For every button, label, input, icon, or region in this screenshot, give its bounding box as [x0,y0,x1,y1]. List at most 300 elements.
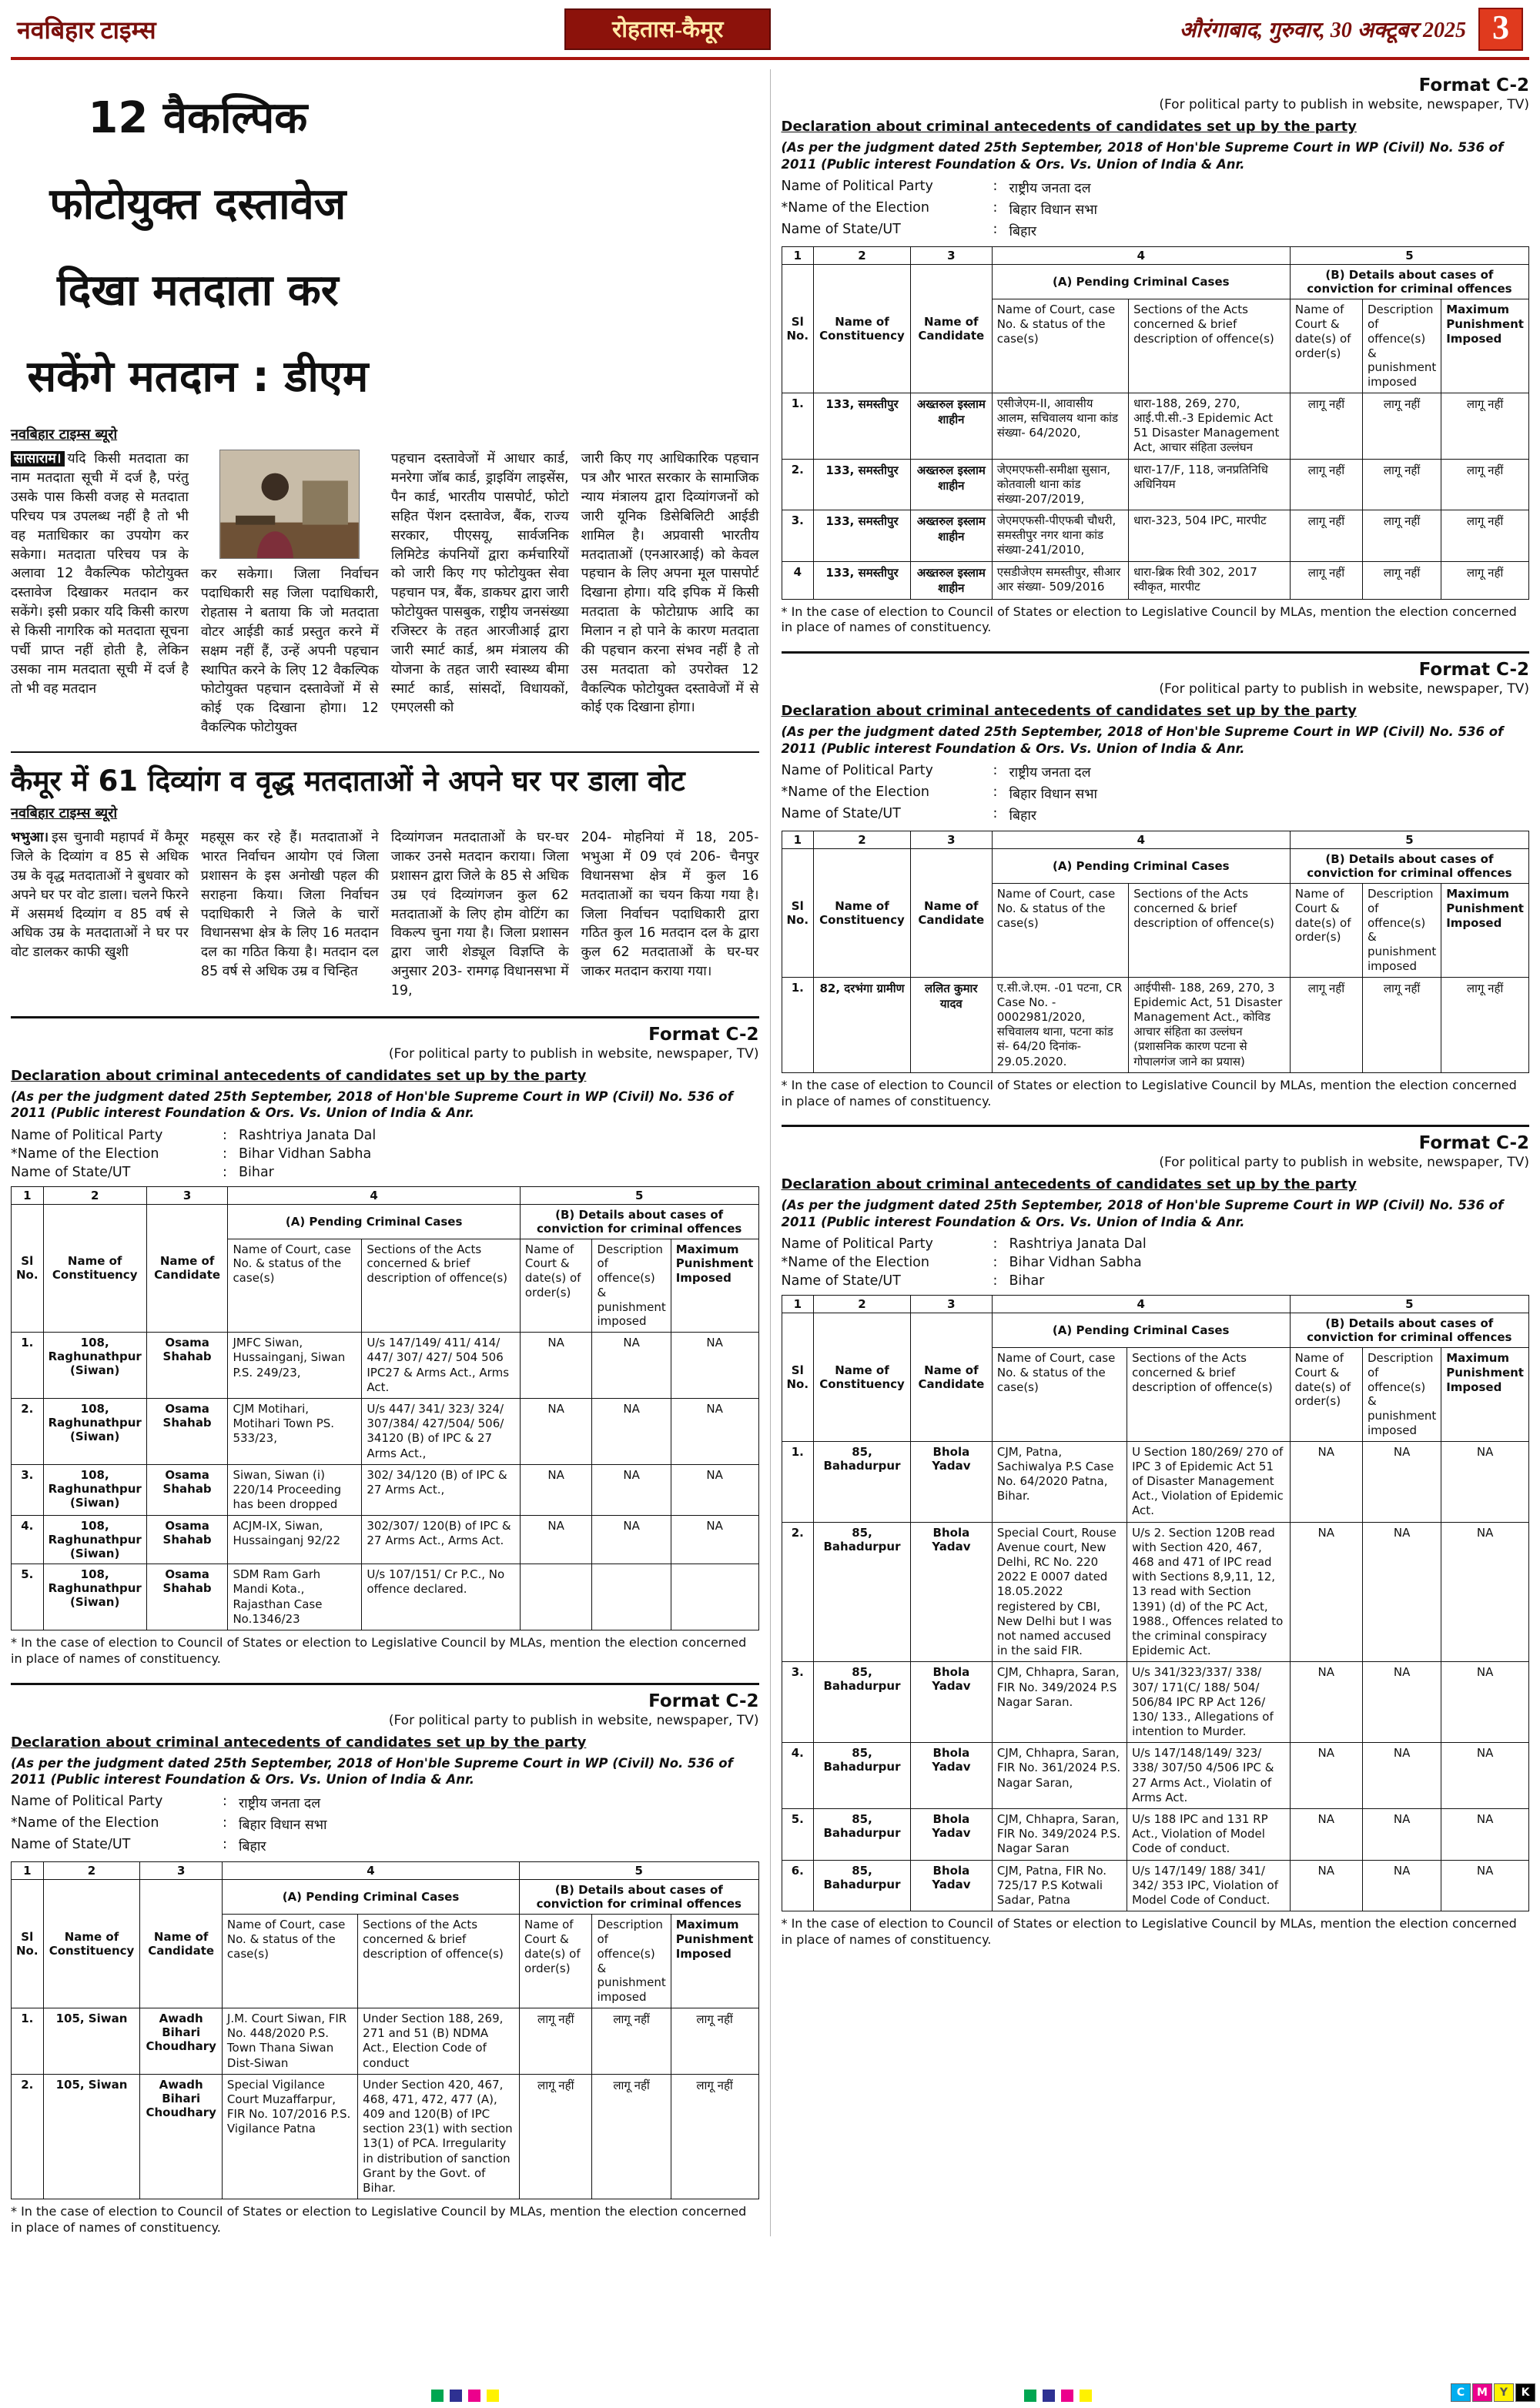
cell-sl: 1. [782,393,814,459]
colon: : [993,179,998,195]
col-num: 1 [782,831,814,849]
print-registration-marks [0,2382,1540,2402]
judgment-note: (As per the judgment dated 25th September, 2018 of Hon'ble Supreme Court in WP (Civil) No. 536 of 2011 (Public interest Foundation & Ors. Vs. Union of India & Anr. [781,724,1504,756]
cell-sections: धारा-323, 504 IPC, मारपीट [1129,510,1291,562]
cell-candidate: Bhola Yadav [910,1441,992,1522]
cell-candidate: Awadh Bihari Choudhary [140,2074,222,2199]
declaration-title: Declaration about criminal antecedents of candidates set up by the party [11,1067,587,1084]
field-label: Name of Political Party [11,1794,163,1810]
criminal-cases-table [11,1186,759,1630]
cell-sl: 2. [782,1522,814,1662]
cell-b3: लागू नहीं [671,2074,758,2199]
colon: : [993,763,998,779]
cell-sections: U/s 447/ 341/ 323/ 324/ 307/384/ 427/504/ 506/ 34120 (B) of IPC & 27 Arms Act., [362,1398,521,1464]
format-label: Format C-2 [1418,1133,1529,1154]
field-label: *Name of the Election [781,200,929,216]
cell-sections: U Section 180/269/ 270 of IPC 3 of Epidemic Act 51 of Disaster Management Act., Violation of Epidemic Act. [1127,1441,1291,1522]
dateline-word: भभुआ। [11,830,49,846]
publish-note: (For political party to publish in website, newspaper, TV) [388,1045,759,1062]
cell-candidate: ललित कुमार यादव [910,977,992,1072]
cell-b1: NA [520,1398,592,1464]
header-constituency: Name of Constituency [814,265,911,393]
field-election [11,1815,759,1834]
election-value: बिहार विधान सभा [239,1818,327,1834]
cell-b3: NA [1441,1662,1529,1743]
header-desc-punishment: Description of offence(s) & punishment imposed [1362,1348,1441,1442]
format-c2-box-bahadurpur [782,1125,1530,1948]
col-num: 1 [782,1296,814,1313]
cell-b1: लागू नहीं [1290,459,1362,510]
color-mark [1043,2390,1055,2402]
color-mark [1080,2390,1092,2402]
color-mark [1061,2390,1073,2402]
cell-b2: NA [1362,1662,1441,1743]
party-fields [782,1236,1530,1289]
cell-b2: NA [1362,1809,1441,1861]
article-column [11,828,189,1001]
publish-note: (For political party to publish in website, newspaper, TV) [1159,681,1529,697]
cell-b3: लागू नहीं [1441,393,1529,459]
cell-constituency: 85, Bahadurpur [814,1809,911,1861]
cell-b1: NA [1290,1860,1362,1911]
field-label: Name of State/UT [781,1273,901,1289]
cell-sections: U/s 147/148/149/ 323/ 338/ 307/50 4/506 IPC & 27 Arms Act., Violatin of Arms Act. [1127,1743,1291,1809]
field-election [782,200,1530,219]
party-value: Rashtriya Janata Dal [1009,1236,1147,1252]
registration-marks-right [1024,2390,1092,2402]
cell-b1: लागू नहीं [1290,393,1362,459]
table-row [782,1441,1529,1522]
cell-court: SDM Ram Garh Mandi Kota., Rajasthan Case No.1346/23 [228,1564,362,1630]
cell-court: एसीजेएम-II, आवासीय आलम, सचिवालय थाना कांड संख्या- 64/2020, [992,393,1128,459]
field-party [782,1236,1530,1252]
cell-sl: 5. [12,1564,44,1630]
col-num: 2 [43,1186,146,1204]
cell-court: एसडीजेएम समस्तीपुर, सीआर आर संख्या- 509/2016 [992,561,1128,599]
cell-b2: लागू नहीं [1362,977,1441,1072]
cmyk-box-c: C [1451,2383,1471,2402]
colon: : [223,1837,227,1853]
header-sections: Sections of the Acts concerned & brief description of offence(s) [1129,299,1291,393]
state-value: Bihar [1009,1273,1045,1289]
declaration-title: Declaration about criminal antecedents of candidates set up by the party [781,703,1357,720]
header-candidate: Name of Candidate [910,265,992,393]
cell-sections: 302/307/ 120(B) of IPC & 27 Arms Act., Arms Act. [362,1516,521,1564]
field-state [782,222,1530,240]
cell-sections: धारा-188, 269, 270, आई.पी.सी.-3 Epidemic Act 51 Disaster Management Act, आचार संहिता उल्लंघन [1129,393,1291,459]
cell-court: CJM, Chhapra, Saran, FIR No. 361/2024 P.S. Nagar Saran, [992,1743,1127,1809]
cell-constituency: 85, Bahadurpur [814,1441,911,1522]
criminal-cases-table [782,246,1530,599]
cell-constituency: 85, Bahadurpur [814,1662,911,1743]
criminal-cases-table [782,1295,1530,1911]
col-num: 2 [814,1296,911,1313]
article-body [11,828,759,1001]
field-label: Name of State/UT [11,1837,131,1853]
column-number-row [12,1186,759,1204]
cell-candidate: Bhola Yadav [910,1743,992,1809]
article-byline: नवबिहार टाइम्स ब्यूरो [11,426,118,443]
cell-candidate: Bhola Yadav [910,1860,992,1911]
cell-b2: लागू नहीं [592,2008,671,2074]
format-label: Format C-2 [1418,75,1529,96]
col-num: 1 [12,1862,44,1880]
cell-b3: NA [671,1398,758,1464]
color-mark [1024,2390,1036,2402]
cell-candidate: Osama Shahab [146,1516,228,1564]
party-value: राष्ट्रीय जनता दल [1009,181,1091,197]
article-text: इस चुनावी महापर्व में कैमूर जिले के दिव्यांग व 85 से अधिक उम्र के वृद्ध मतदाताओं ने बुधवार को अपने घर पर वोट डाला। चलने फिरने में असमर्थ दिव्यांग व 85 वर्ष से अधिक उम्र के मतदाताओं ने घर पर वोट डालकर काफी खुशी [11,830,189,961]
col-num: 3 [910,247,992,265]
table-row [12,1564,759,1630]
header-max-punishment: Maximum Punishment Imposed [671,1915,758,2008]
cell-sections: U/s 2. Section 120B read with Section 420, 467, 468 and 471 of IPC read with Sections 8,9,11, 12, 13 read with Section 1391) (d) of the PC Act, 1988., Offences related to the criminal conspiracy Epidemic Act. [1127,1522,1291,1662]
article-headline: 12 वैकल्पिक फोटोयुक्त दस्तावेज दिखा मतदाता कर सकेंगे मतदान : डीएम [27,93,369,403]
party-value: राष्ट्रीय जनता दल [1009,765,1091,781]
header-court-order: Name of Court & date(s) of order(s) [1290,1348,1362,1442]
col-num: 4 [992,1296,1290,1313]
header-pending: (A) Pending Criminal Cases [228,1204,520,1239]
publish-note: (For political party to publish in website, newspaper, TV) [1159,97,1529,113]
cell-b1: लागू नहीं [1290,561,1362,599]
cell-candidate: अख्तरुल इस्लाम शाहीन [910,393,992,459]
table-row [782,977,1529,1072]
header-max-punishment: Maximum Punishment Imposed [1441,1348,1529,1442]
cell-candidate: अख्तरुल इस्लाम शाहीन [910,561,992,599]
header-row [782,265,1529,299]
header-court-case: Name of Court, case No. & status of the case(s) [992,884,1129,978]
cell-b3: NA [1441,1860,1529,1911]
cell-court: Special Vigilance Court Muzaffarpur, FIR No. 107/2016 P.S. Vigilance Patna [222,2074,357,2199]
format-label: Format C-2 [648,1691,759,1711]
cell-constituency: 108, Raghunathpur (Siwan) [43,1464,146,1516]
cell-b2: लागू नहीं [1362,561,1441,599]
header-desc-punishment: Description of offence(s) & punishment imposed [1362,299,1441,393]
cell-b2: NA [1362,1522,1441,1662]
field-state [11,1837,759,1855]
cell-sl: 3. [12,1464,44,1516]
registration-marks-left [431,2390,499,2402]
header-court-case: Name of Court, case No. & status of the case(s) [228,1239,362,1333]
article-body [11,450,759,737]
field-party [782,179,1530,197]
section-name: रोहतास-कैमूर [564,8,771,50]
table-row [12,1464,759,1516]
cell-sections: U/s 341/323/337/ 338/ 307/ 171(C/ 188/ 504/ 506/84 IPC RP Act 126/ 130/ 133., Allegations of intention to Murder. [1127,1662,1291,1743]
col-num: 5 [520,1862,758,1880]
cell-constituency: 133, समस्तीपुर [814,510,911,562]
header-max-punishment: Maximum Punishment Imposed [1441,884,1529,978]
field-label: Name of State/UT [11,1164,131,1180]
header-constituency: Name of Constituency [814,849,911,978]
col-num: 4 [992,831,1290,849]
cell-sections: धारा-17/F, 118, जनप्रतिनिधि अधिनियम [1129,459,1291,510]
cell-court: JMFC Siwan, Hussainganj, Siwan P.S. 249/23, [228,1333,362,1399]
article-kaimur-home-voting [11,751,759,1001]
party-value: राष्ट्रीय जनता दल [239,1796,321,1812]
cell-candidate: Osama Shahab [146,1564,228,1630]
field-election [782,784,1530,803]
col-num: 3 [910,1296,992,1313]
cell-b3: लागू नहीं [1441,561,1529,599]
cell-court: J.M. Court Siwan, FIR No. 448/2020 P.S. Town Thana Siwan Dist-Siwan [222,2008,357,2074]
cmyk-color-bar [1451,2383,1535,2402]
publish-note: (For political party to publish in website, newspaper, TV) [1159,1155,1529,1171]
header-sections: Sections of the Acts concerned & brief description of offence(s) [1127,1348,1291,1442]
header-court-case: Name of Court, case No. & status of the case(s) [992,299,1128,393]
cell-b2: लागू नहीं [592,2074,671,2199]
cell-sl: 3. [782,1662,814,1743]
cell-candidate: Awadh Bihari Choudhary [140,2008,222,2074]
cell-constituency: 108, Raghunathpur (Siwan) [43,1564,146,1630]
format-c2-box-raghunathpur [11,1016,759,1667]
cell-b1: लागू नहीं [520,2008,592,2074]
header-conviction: (B) Details about cases of conviction for criminal offences [1290,849,1528,884]
header-court-order: Name of Court & date(s) of order(s) [520,1239,592,1333]
cell-constituency: 108, Raghunathpur (Siwan) [43,1333,146,1399]
article-column [201,450,379,737]
field-election [782,1255,1530,1270]
header-sections: Sections of the Acts concerned & brief description of offence(s) [1129,884,1291,978]
header-sl: Sl No. [12,1880,44,2008]
cell-b3: NA [1441,1809,1529,1861]
field-label: *Name of the Election [11,1815,159,1831]
cell-candidate: अख्तरुल इस्लाम शाहीन [910,459,992,510]
color-mark [450,2390,462,2402]
colon: : [993,806,998,822]
cell-constituency: 105, Siwan [43,2008,140,2074]
article-column: पहचान दस्तावेजों में आधार कार्ड, मनरेगा जॉब कार्ड, ड्राइविंग लाइसेंस, पैन कार्ड, भारतीय पासपोर्ट, फोटो सहित पेंशन दस्तावेज, बैंक, राज्य सरकार, पीएसयू, सार्वजनिक लिमिटेड कंपनियों द्वारा कर्मचारियों को जारी किए गए फोटोयुक्त सेवा पहचान पत्र, बैंक, डाकघर द्वारा जारी फोटोयुक्त पासबुक, राष्ट्रीय जनसंख्या रजिस्टर के तहत आरजीआई द्वारा जारी स्मार्ट कार्ड, श्रम मंत्रालय की योजना के तहत जारी स्वास्थ्य बीमा स्मार्ट कार्ड, सांसदों, विधायकों, एमएलसी को [390,451,569,716]
state-value: बिहार [1009,224,1037,240]
table-row [782,1522,1529,1662]
election-value: बिहार विधान सभा [1009,202,1098,219]
column-number-row [782,831,1529,849]
header-conviction: (B) Details about cases of conviction for criminal offences [1290,1313,1528,1348]
cell-court: CJM, Patna, Sachiwalya P.S Case No. 64/2020 Patna, Bihar. [992,1441,1127,1522]
cell-b2: NA [1362,1743,1441,1809]
cell-b1: लागू नहीं [1290,977,1362,1072]
party-fields [782,763,1530,824]
col-num: 5 [1290,247,1528,265]
table-footnote: * In the case of election to Council of States or election to Legislative Council by MLAs, mention the election concerned in place of names of constituency. [11,1635,747,1666]
table-footnote: * In the case of election to Council of States or election to Legislative Council by MLAs, mention the election concerned in place of names of constituency. [781,1916,1517,1947]
party-fields [11,1128,759,1180]
col-num: 5 [1290,831,1528,849]
header-max-punishment: Maximum Punishment Imposed [671,1239,758,1333]
criminal-cases-table [782,831,1530,1073]
edition-dateline: औरंगाबाद, गुरुवार, 30 अक्टूबर 2025 [1179,18,1466,43]
cmyk-box-y: Y [1494,2383,1514,2402]
cell-sl: 2. [12,2074,44,2199]
cell-b1: NA [1290,1522,1362,1662]
header-pending: (A) Pending Criminal Cases [992,1313,1290,1348]
color-mark [431,2390,444,2402]
header-max-punishment: Maximum Punishment Imposed [1441,299,1529,393]
newspaper-name: नवबिहार टाइम्स [17,15,156,44]
cell-sections: धारा-ब्रिक रिवी 302, 2017 स्वीकृत, मारपीट [1129,561,1291,599]
page-content [11,60,1529,2236]
cell-court: CJM, Chhapra, Saran, FIR No. 349/2024 P.S. Nagar Saran [992,1809,1127,1861]
cell-candidate: Osama Shahab [146,1333,228,1399]
header-pending: (A) Pending Criminal Cases [222,1880,519,1915]
table-row [782,1809,1529,1861]
header-sections: Sections of the Acts concerned & brief description of offence(s) [362,1239,521,1333]
judgment-note: (As per the judgment dated 25th September, 2018 of Hon'ble Supreme Court in WP (Civil) No. 536 of 2011 (Public interest Foundation & Ors. Vs. Union of India & Anr. [781,1198,1504,1229]
cell-sections: 302/ 34/120 (B) of IPC & 27 Arms Act., [362,1464,521,1516]
cell-b3: NA [671,1333,758,1399]
header-court-case: Name of Court, case No. & status of the case(s) [222,1915,357,2008]
colon: : [993,1236,998,1252]
table-footnote: * In the case of election to Council of States or election to Legislative Council by MLAs, mention the election concerned in place of names of constituency. [11,2204,747,2236]
cell-sections: U/s 147/149/ 411/ 414/ 447/ 307/ 427/ 504 506 IPC27 & Arms Act., Arms Act. [362,1333,521,1399]
cell-sections: Under Section 188, 269, 271 and 51 (B) NDMA Act., Election Code of conduct [358,2008,520,2074]
party-fields [782,179,1530,240]
cell-b1: NA [1290,1441,1362,1522]
cell-sl: 1. [782,1441,814,1522]
field-state [11,1165,759,1180]
publish-note: (For political party to publish in website, newspaper, TV) [388,1712,759,1728]
cell-sl: 6. [782,1860,814,1911]
article-dm-voter-documents [11,75,759,737]
header-candidate: Name of Candidate [146,1204,228,1333]
cell-b3: लागू नहीं [671,2008,758,2074]
format-label: Format C-2 [648,1024,759,1045]
article-headline: कैमूर में 61 दिव्यांग व वृद्ध मतदाताओं ने अपने घर पर डाला वोट [11,751,759,799]
cell-sections: U/s 107/151/ Cr P.C., No offence declared. [362,1564,521,1630]
cell-constituency: 82, दरभंगा ग्रामीण [814,977,911,1072]
header-conviction: (B) Details about cases of conviction for criminal offences [520,1204,758,1239]
page-header [11,5,1529,60]
header-constituency: Name of Constituency [43,1880,140,2008]
cell-sl: 4. [12,1516,44,1564]
format-label: Format C-2 [1418,660,1529,681]
header-court-order: Name of Court & date(s) of order(s) [520,1915,592,2008]
field-label: *Name of the Election [781,784,929,801]
state-value: बिहार [1009,808,1037,824]
cell-b2: NA [592,1516,671,1564]
masthead-right [1180,8,1523,51]
cell-b3: NA [671,1516,758,1564]
col-num: 5 [1290,1296,1528,1313]
header-constituency: Name of Constituency [43,1204,146,1333]
cell-candidate: Bhola Yadav [910,1662,992,1743]
cell-sl: 1. [782,977,814,1072]
article-column: महसूस कर रहे हैं। मतदाताओं ने भारत निर्वाचन आयोग एवं जिला प्रशासन के इस अनोखी पहल की सराहना किया। जिला निर्वाचन पदाधिकारी ने जिले के चारों विधानसभा क्षेत्र के लिए 16 मतदान दल का गठित किया है। मतदान दल 85 वर्ष से अधिक उम्र व चिन्हित [200,830,379,980]
state-value: बिहार [239,1839,266,1855]
color-mark [468,2390,480,2402]
col-num: 1 [782,247,814,265]
header-sections: Sections of the Acts concerned & brief description of offence(s) [358,1915,520,2008]
table-row [12,1333,759,1399]
cell-court: ए.सी.जे.एम. -01 पटना, CR Case No. - 0002981/2020, सचिवालय थाना, पटना कांड सं- 64/20 दिनांक- 29.05.2020. [992,977,1129,1072]
field-label: *Name of the Election [11,1145,159,1162]
header-sl: Sl No. [782,849,814,978]
colon: : [993,222,998,238]
cell-b1: लागू नहीं [1290,510,1362,562]
cell-court: CJM, Patna, FIR No. 725/17 P.S Kotwali Sadar, Patna [992,1860,1127,1911]
cell-court: CJM Motihari, Motihari Town PS. 533/23, [228,1398,362,1464]
cell-court: जेएमएफसी-समीक्षा सुसान, कोतवाली थाना कांड संख्या-207/2019, [992,459,1128,510]
cell-b2: NA [592,1398,671,1464]
col-num: 3 [146,1186,228,1204]
colon: : [223,1794,227,1810]
col-num: 4 [222,1862,519,1880]
cell-sl: 5. [782,1809,814,1861]
article-column [11,450,189,737]
cell-b2: NA [1362,1860,1441,1911]
election-value: बिहार विधान सभा [1009,787,1098,803]
colon: : [223,1815,227,1831]
field-label: Name of State/UT [781,806,901,822]
colon: : [223,1164,227,1180]
cell-sl: 4 [782,561,814,599]
cell-constituency: 133, समस्तीपुर [814,459,911,510]
field-label: Name of Political Party [781,179,933,195]
colon: : [993,1255,998,1271]
col-num: 2 [814,831,911,849]
page-number: 3 [1478,8,1523,51]
cell-sl: 1. [12,1333,44,1399]
header-court-order: Name of Court & date(s) of order(s) [1290,884,1362,978]
field-label: Name of Political Party [781,1236,933,1252]
cell-court: जेएमएफसी-पीएफबी चौधरी, समस्तीपुर नगर थाना कांड संख्या-241/2010, [992,510,1128,562]
cell-b3: NA [671,1464,758,1516]
cell-constituency: 108, Raghunathpur (Siwan) [43,1516,146,1564]
colon: : [993,200,998,216]
table-row [12,2008,759,2074]
field-label: Name of Political Party [781,763,933,779]
col-num: 1 [12,1186,44,1204]
field-state [782,1273,1530,1289]
cell-b3: NA [1441,1441,1529,1522]
cell-sl: 3. [782,510,814,562]
article-text: कर सकेगा। जिला निर्वाचन पदाधिकारी सह जिला पदाधिकारी, रोहतास ने बताया कि जो मतदाता वोटर आईडी कार्ड प्रस्तुत करने में सक्षम नहीं हैं, उन्हें अपनी पहचान स्थापित करने के लिए 12 वैकल्पिक फोटोयुक्त पहचान दस्तावेजों में से कोई एक दिखाना होगा। 12 वैकल्पिक फोटोयुक्त [200,567,379,736]
cell-b1: NA [1290,1809,1362,1861]
header-desc-punishment: Description of offence(s) & punishment imposed [592,1239,671,1333]
header-sl: Sl No. [782,265,814,393]
article-column: 204- मोहनियां में 18, 205- भभुआ में 09 एवं 206- चैनपुर विधानसभा क्षेत्र में कुल 16 मतदाताओं का चयन किया गया है। जिला निर्वाचन पदाधिकारी द्वारा गठित कुल 16 मतदान दल के द्वारा कुल 62 मतदाताओं के घर-घर जाकर मतदान कराया गया। [581,830,759,980]
table-footnote: * In the case of election to Council of States or election to Legislative Council by MLAs, mention the election concerned in place of names of constituency. [781,1077,1517,1109]
cell-constituency: 108, Raghunathpur (Siwan) [43,1398,146,1464]
header-desc-punishment: Description of offence(s) & punishment imposed [1362,884,1441,978]
header-row [12,1204,759,1239]
table-row [782,510,1529,562]
cell-b2: लागू नहीं [1362,510,1441,562]
party-fields [11,1794,759,1855]
cell-b1: NA [520,1516,592,1564]
declaration-title: Declaration about criminal antecedents of candidates set up by the party [781,119,1357,135]
cell-candidate: Bhola Yadav [910,1809,992,1861]
cell-sl: 2. [12,1398,44,1464]
header-candidate: Name of Candidate [910,849,992,978]
field-party [782,763,1530,781]
column-number-row [782,1296,1529,1313]
cell-sections: U/s 147/149/ 188/ 341/ 342/ 353 IPC, Violation of Model Code of Conduct. [1127,1860,1291,1911]
cell-candidate: Osama Shahab [146,1398,228,1464]
header-row [12,1880,759,1915]
cell-sections: Under Section 420, 467, 468, 471, 472, 477 (A), 409 and 120(B) of IPC section 23(1) with section 13(1) of PCA. Irregularity in distribution of sanction Grant by the Govt. of Bihar. [358,2074,520,2199]
cell-sl: 2. [782,459,814,510]
table-row [12,1398,759,1464]
table-row [12,1516,759,1564]
cell-b1: NA [1290,1743,1362,1809]
declaration-title: Declaration about criminal antecedents of candidates set up by the party [11,1734,587,1751]
party-value: Rashtriya Janata Dal [239,1127,377,1143]
election-value: Bihar Vidhan Sabha [239,1145,372,1162]
cell-court: Siwan, Siwan (i) 220/14 Proceeding has been dropped [228,1464,362,1516]
cell-b3 [671,1564,758,1630]
dateline-word: सासाराम। [11,451,65,467]
